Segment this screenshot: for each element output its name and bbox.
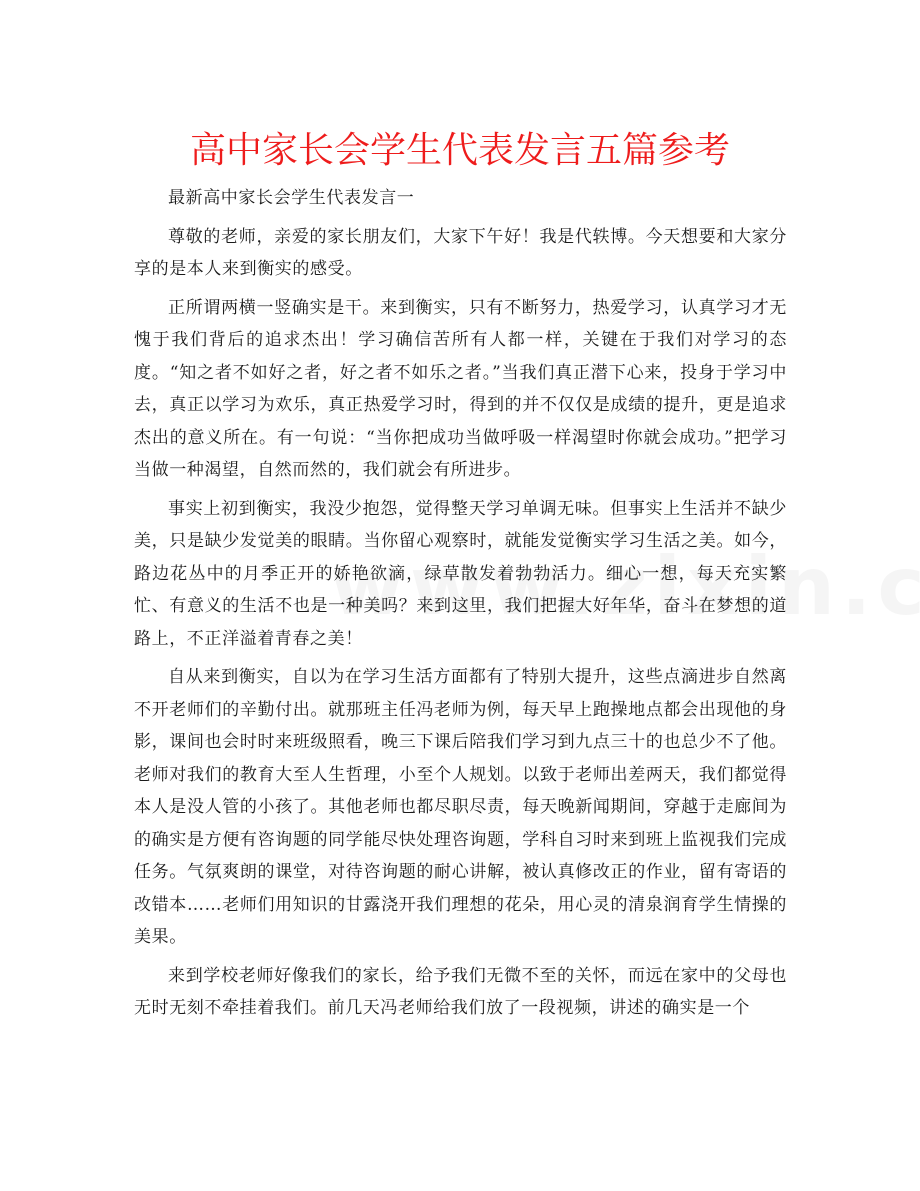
document-body xyxy=(134,182,787,1031)
paragraph-4: 自从来到衡实，自以为在学习生活方面都有了特别大提升，这些点滴进步自然离不开老师们的辛勤付出。就那班主任冯老师为例，每天早上跑操地点都会出现他的身影，课间也会时时来班级照看，晚三下课后陪我们学习到九点三十的也总少不了他。老师对我们的教育大至人生哲理，小至个人规划。以致于老师出差两天，我们都觉得本人是没人管的小孩了。其他老师也都尽职尽责，每天晚新闻期间，穿越于走廊间为的确实是方便有咨询题的同学能尽快处理咨询题，学科自习时来到班上监视我们完成任务。气氛爽朗的课堂，对待咨询题的耐心讲解，被认真修改正的作业，留有寄语的改错本……老师们用知识的甘露浇开我们理想的花朵，用心灵的清泉润育学生情操的美果。 xyxy=(134,667,787,947)
paragraph-1: 尊敬的老师，亲爱的家长朋友们，大家下午好！我是代轶博。今天想要和大家分享的是本人来到衡实的感受。 xyxy=(134,226,787,279)
document-title: 高中家长会学生代表发言五篇参考 xyxy=(189,130,730,171)
paragraph-2: 正所谓两横一竖确实是干。来到衡实，只有不断努力，热爱学习，认真学习才无愧于我们背后的追求杰出！学习确信苦所有人都一样，关键在于我们对学习的态度。“知之者不如好之者，好之者不如乐之者。”当我们真正潜下心来，投身于学习中去，真正以学习为欢乐，真正热爱学习时，得到的并不仅仅是成绩的提升，更是追求杰出的意义所在。有一句说：“当你把成功当做呼吸一样渴望时你就会成功。”把学习当做一种渴望，自然而然的，我们就会有所进步。 xyxy=(134,297,787,480)
section-heading: 最新高中家长会学生代表发言一 xyxy=(168,188,415,208)
paragraph-3: 事实上初到衡实，我没少抱怨，觉得整天学习单调无味。但事实上生活并不缺少美，只是缺少发觉美的眼睛。当你留心观察时，就能发觉衡实学习生活之美。如今，路边花丛中的月季正开的娇艳欲滴，绿草散发着勃勃活力。细心一想，每天充实繁忙、有意义的生活不也是一种美吗？来到这里，我们把握大好年华，奋斗在梦想的道路上，不正洋溢着青春之美！ xyxy=(134,498,787,649)
paragraph-5: 来到学校老师好像我们的家长，给予我们无微不至的关怀，而远在家中的父母也无时无刻不牵挂着我们。前几天冯老师给我们放了一段视频，讲述的确实是一个 xyxy=(134,965,787,1018)
